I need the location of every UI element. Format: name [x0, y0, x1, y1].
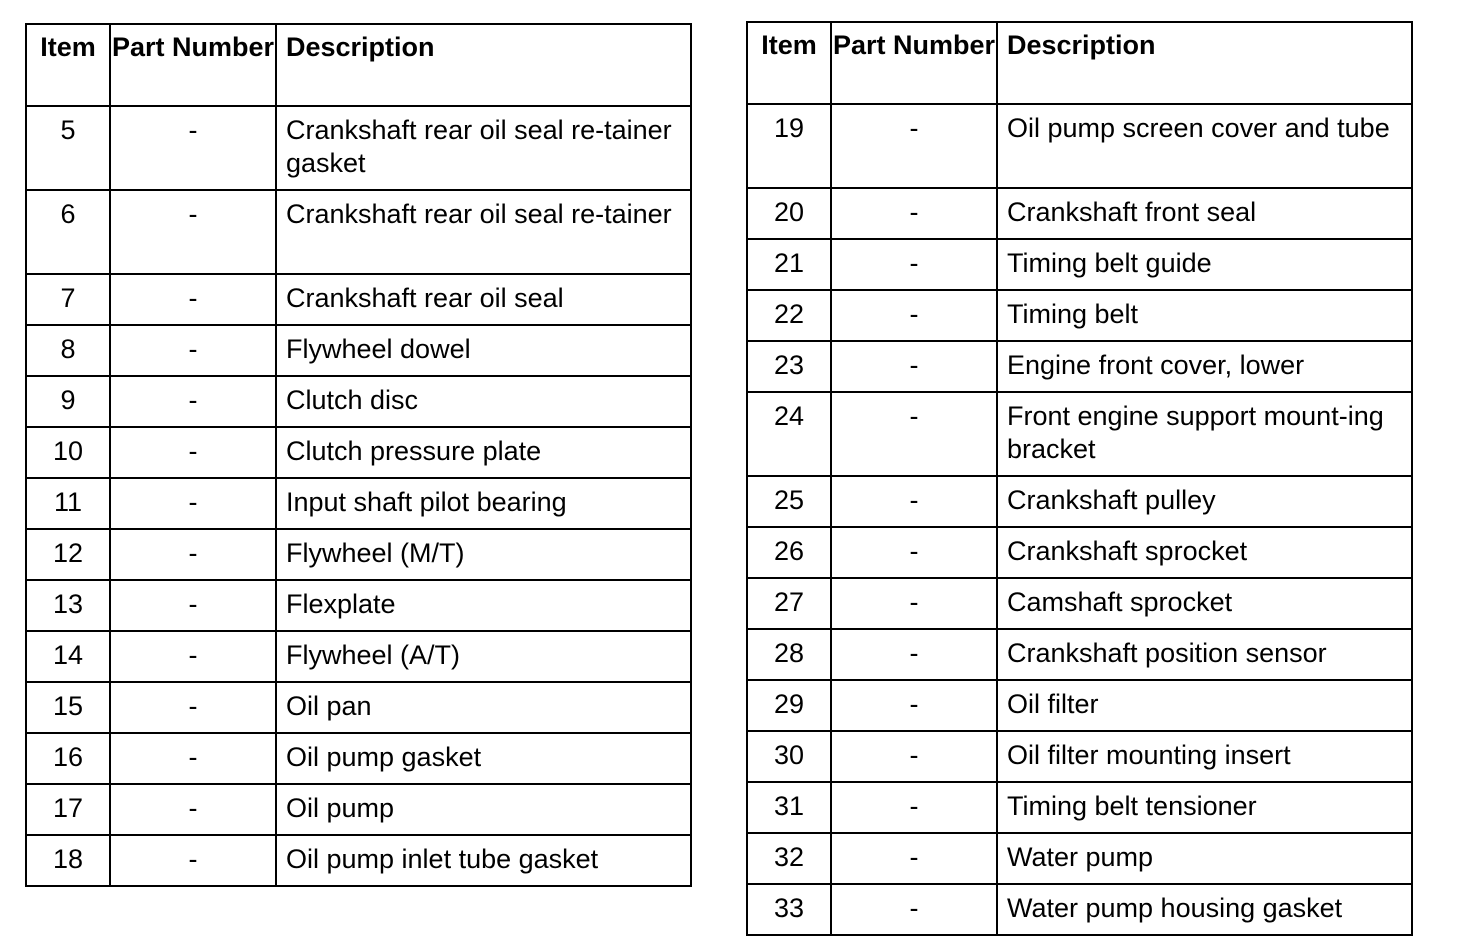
item-cell: 23 [747, 341, 831, 392]
part-number-cell: - [831, 341, 997, 392]
description-cell: Oil pan [276, 682, 691, 733]
part-number-cell: - [110, 478, 276, 529]
header-part-number: Part Number [110, 24, 276, 106]
part-number-cell: - [831, 884, 997, 935]
table-row [747, 884, 1412, 935]
item-cell: 31 [747, 782, 831, 833]
table-row [747, 290, 1412, 341]
description-cell: Clutch disc [276, 376, 691, 427]
description-cell: Crankshaft pulley [997, 476, 1412, 527]
part-number-cell: - [110, 376, 276, 427]
part-number-cell: - [110, 682, 276, 733]
item-cell: 16 [26, 733, 110, 784]
item-cell: 17 [26, 784, 110, 835]
item-cell: 30 [747, 731, 831, 782]
header-row [747, 22, 1412, 104]
part-number-cell: - [831, 833, 997, 884]
item-cell: 12 [26, 529, 110, 580]
description-cell: Flywheel dowel [276, 325, 691, 376]
part-number-cell: - [831, 188, 997, 239]
part-number-cell: - [110, 631, 276, 682]
part-number-cell: - [110, 190, 276, 274]
part-number-cell: - [831, 476, 997, 527]
description-cell: Crankshaft front seal [997, 188, 1412, 239]
description-cell: Water pump [997, 833, 1412, 884]
header-item: Item [747, 22, 831, 104]
item-cell: 7 [26, 274, 110, 325]
table-row [26, 274, 691, 325]
description-cell: Input shaft pilot bearing [276, 478, 691, 529]
description-cell: Oil filter [997, 680, 1412, 731]
table-row [26, 529, 691, 580]
table-row [747, 833, 1412, 884]
item-cell: 25 [747, 476, 831, 527]
item-cell: 6 [26, 190, 110, 274]
description-cell: Clutch pressure plate [276, 427, 691, 478]
item-cell: 11 [26, 478, 110, 529]
part-number-cell: - [831, 290, 997, 341]
item-cell: 20 [747, 188, 831, 239]
item-cell: 19 [747, 104, 831, 188]
table-row [747, 392, 1412, 476]
item-cell: 22 [747, 290, 831, 341]
table-row [26, 106, 691, 190]
table-row [26, 682, 691, 733]
table-row [26, 376, 691, 427]
item-cell: 13 [26, 580, 110, 631]
table-row [26, 733, 691, 784]
item-cell: 15 [26, 682, 110, 733]
item-cell: 27 [747, 578, 831, 629]
description-cell: Flexplate [276, 580, 691, 631]
description-cell: Crankshaft position sensor [997, 629, 1412, 680]
description-cell: Engine front cover, lower [997, 341, 1412, 392]
table-row [747, 629, 1412, 680]
item-cell: 8 [26, 325, 110, 376]
table-row [26, 580, 691, 631]
item-cell: 33 [747, 884, 831, 935]
table-row [747, 782, 1412, 833]
description-cell: Oil pump screen cover and tube [997, 104, 1412, 188]
part-number-cell: - [110, 274, 276, 325]
part-number-cell: - [831, 782, 997, 833]
item-cell: 32 [747, 833, 831, 884]
description-cell: Oil filter mounting insert [997, 731, 1412, 782]
item-cell: 21 [747, 239, 831, 290]
description-cell: Crankshaft rear oil seal re-tainer gasket [276, 106, 691, 190]
table-row [747, 341, 1412, 392]
table-row [747, 476, 1412, 527]
part-number-cell: - [110, 529, 276, 580]
header-item: Item [26, 24, 110, 106]
header-description: Description [276, 24, 691, 106]
table-row [26, 325, 691, 376]
item-cell: 5 [26, 106, 110, 190]
part-number-cell: - [831, 578, 997, 629]
part-number-cell: - [110, 784, 276, 835]
description-cell: Water pump housing gasket [997, 884, 1412, 935]
item-cell: 24 [747, 392, 831, 476]
table-row [747, 578, 1412, 629]
part-number-cell: - [110, 733, 276, 784]
item-cell: 28 [747, 629, 831, 680]
table-row [747, 680, 1412, 731]
description-cell: Timing belt [997, 290, 1412, 341]
description-cell: Crankshaft rear oil seal [276, 274, 691, 325]
table-row [26, 835, 691, 886]
part-number-cell: - [831, 629, 997, 680]
item-cell: 29 [747, 680, 831, 731]
table-row [747, 731, 1412, 782]
item-cell: 18 [26, 835, 110, 886]
table-row [26, 427, 691, 478]
description-cell: Flywheel (A/T) [276, 631, 691, 682]
table-row [26, 784, 691, 835]
header-part-number: Part Number [831, 22, 997, 104]
table-row [747, 239, 1412, 290]
header-description: Description [997, 22, 1412, 104]
part-number-cell: - [110, 106, 276, 190]
parts-table-right [746, 21, 1413, 936]
description-cell: Timing belt tensioner [997, 782, 1412, 833]
part-number-cell: - [831, 239, 997, 290]
description-cell: Timing belt guide [997, 239, 1412, 290]
description-cell: Camshaft sprocket [997, 578, 1412, 629]
item-cell: 10 [26, 427, 110, 478]
part-number-cell: - [110, 325, 276, 376]
header-row [26, 24, 691, 106]
table-row [747, 188, 1412, 239]
part-number-cell: - [831, 731, 997, 782]
description-cell: Crankshaft rear oil seal re-tainer [276, 190, 691, 274]
table-row [747, 104, 1412, 188]
table-row [747, 527, 1412, 578]
table-row [26, 190, 691, 274]
description-cell: Front engine support mount-ing bracket [997, 392, 1412, 476]
item-cell: 14 [26, 631, 110, 682]
description-cell: Oil pump inlet tube gasket [276, 835, 691, 886]
part-number-cell: - [110, 835, 276, 886]
item-cell: 9 [26, 376, 110, 427]
part-number-cell: - [831, 392, 997, 476]
description-cell: Oil pump [276, 784, 691, 835]
item-cell: 26 [747, 527, 831, 578]
part-number-cell: - [110, 580, 276, 631]
description-cell: Crankshaft sprocket [997, 527, 1412, 578]
description-cell: Oil pump gasket [276, 733, 691, 784]
parts-table-left [25, 23, 692, 887]
description-cell: Flywheel (M/T) [276, 529, 691, 580]
table-row [26, 631, 691, 682]
part-number-cell: - [831, 527, 997, 578]
part-number-cell: - [110, 427, 276, 478]
part-number-cell: - [831, 104, 997, 188]
part-number-cell: - [831, 680, 997, 731]
table-row [26, 478, 691, 529]
